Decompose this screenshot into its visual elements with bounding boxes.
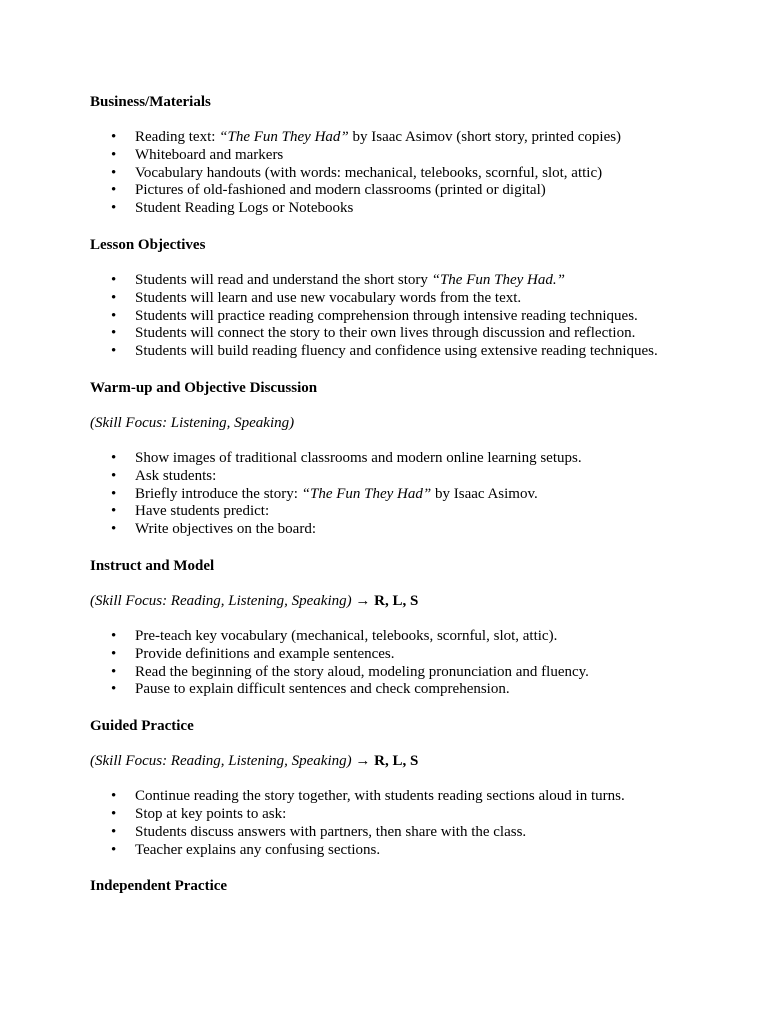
section-heading: Warm-up and Objective Discussion xyxy=(90,379,318,396)
list-item: • Stop at key points to ask: xyxy=(90,806,730,824)
list-item: • Reading text: “The Fun They Had” by Isaac Asimov (short story, printed copies) xyxy=(90,129,730,147)
list-item: • Student Reading Logs or Notebooks xyxy=(90,200,730,218)
list-item: • Teacher explains any confusing sections. xyxy=(90,842,730,860)
guided-list xyxy=(90,788,730,859)
warmup-list xyxy=(90,450,730,539)
section-heading: Independent Practice xyxy=(90,878,228,895)
list-item: • Students will learn and use new vocabulary words from the text. xyxy=(90,290,730,308)
list-item: • Students will connect the story to their own lives through discussion and reflection. xyxy=(90,325,730,343)
list-item: • Students will practice reading comprehension through intensive reading techniques. xyxy=(90,308,730,326)
list-item: • Pre-teach key vocabulary (mechanical, telebooks, scornful, slot, attic). xyxy=(90,628,730,646)
list-item: • Continue reading the story together, with students reading sections aloud in turns. xyxy=(90,788,730,806)
section-heading: Business/Materials xyxy=(90,94,211,110)
list-item: • Provide definitions and example sentences. xyxy=(90,646,730,664)
materials-list xyxy=(90,129,730,218)
list-item: • Ask students: xyxy=(90,468,730,486)
list-item: • Show images of traditional classrooms and modern online learning setups. xyxy=(90,450,730,468)
section-heading: Instruct and Model xyxy=(90,557,215,574)
list-item: • Briefly introduce the story: “The Fun They Had” by Isaac Asimov. xyxy=(90,486,730,504)
skill-focus: (Skill Focus: Reading, Listening, Speaking) → R, L, S xyxy=(90,753,419,770)
objectives-list xyxy=(90,272,730,361)
list-item: • Read the beginning of the story aloud, modeling pronunciation and fluency. xyxy=(90,664,730,682)
list-item: • Whiteboard and markers xyxy=(90,147,730,165)
list-item: • Students will build reading fluency and confidence using extensive reading techniques. xyxy=(90,343,730,361)
section-heading: Lesson Objectives xyxy=(90,236,206,253)
skill-focus: (Skill Focus: Reading, Listening, Speaking) → R, L, S xyxy=(90,592,419,609)
section-heading: Guided Practice xyxy=(90,718,194,735)
list-item: • Vocabulary handouts (with words: mechanical, telebooks, scornful, slot, attic) xyxy=(90,165,730,183)
list-item: • Students discuss answers with partners, then share with the class. xyxy=(90,824,730,842)
skill-codes: → R, L, S xyxy=(351,592,419,609)
instruct-list xyxy=(90,628,730,699)
list-item: • Have students predict: xyxy=(90,503,730,521)
list-item: • Pictures of old-fashioned and modern classrooms (printed or digital) xyxy=(90,182,730,200)
skill-codes: → R, L, S xyxy=(351,753,419,770)
list-item: • Pause to explain difficult sentences and check comprehension. xyxy=(90,681,730,699)
skill-focus: (Skill Focus: Listening, Speaking) xyxy=(90,414,295,431)
list-item: • Write objectives on the board: xyxy=(90,521,730,539)
list-item: • Students will read and understand the short story “The Fun They Had.” xyxy=(90,272,730,290)
document-page xyxy=(90,93,730,895)
